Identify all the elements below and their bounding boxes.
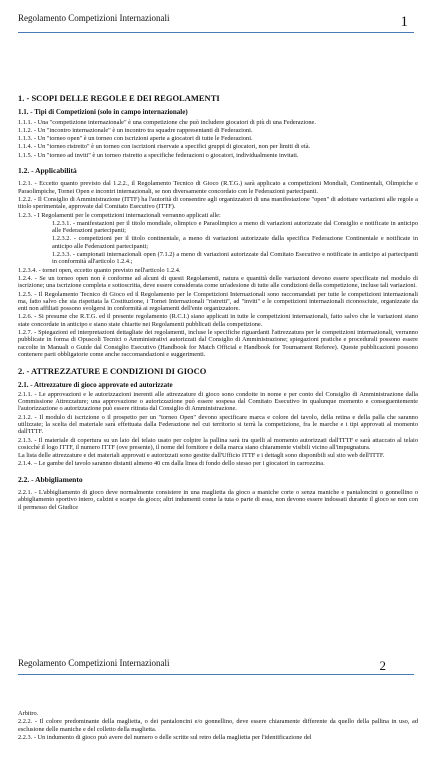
sub-paragraph: 1.2.3.1. - manifestazioni per il titolo mondiale, olimpico e Paraolimpico a meno di variazioni autorizzate dal Consiglio e notificate in anticipo alle Federazioni partecipanti; [52,219,418,235]
paragraph: 1.2.3. - I Regolamenti per le competizioni internazionali verranno applicati alle: [18,211,221,219]
page-header [18,10,414,33]
page-header [18,654,414,675]
document-page-2 [0,650,432,768]
paragraph: 1.1.5. - Un "torneo ad inviti" è un torneo ristretto a specifiche federazioni o giocatori, individualmente invitati. [18,151,299,159]
page-number: 2 [379,658,386,673]
page-body [18,710,418,742]
subsection-1-2-title: 1.2. - Applicabilità [18,166,77,176]
sub-paragraph: 1.2.3.2. - competizioni per il titolo continentale, a meno di variazioni autorizzate dalla specifica Federazione Continentale e notificate in anticipo alle Federazioni partecipanti; [52,235,418,250]
paragraph: 2.2.2. - Il colore predominante della maglietta, o dei pantaloncini e/o gonnellino, deve essere chiaramente differente da quello della pallina in uso, ad esclusione delle maniche e del colletto della maglietta. [18,718,418,733]
paragraph: 1.2.6. - Si presume che R.T.G. ed il presente regolamento (R.C.I.) siano applicati in tutte le competizioni internazionali, fatto salvo che le variazioni siano state concordate in anticipo e siano state chiarite nei Regolamenti pubblicati della competizione. [18,313,418,328]
section-1-title: 1. - SCOPI DELLE REGOLE E DEI REGOLAMENTI [18,93,220,103]
paragraph: 1.2.7. - Spiegazioni ed interpretazioni dettagliate dei regolamenti, incluse le specifiche riguardanti l'attrezzatura per le competizioni internazionali, verranno pubblicate in forma di Opuscoli Tecnici o Amministrativi autorizzati dal Consiglio di Amministrazione; spiegazioni pratiche e procedurali possono essere raccolte in Manuali o Guide dal Consiglio Esecutivo (Handbook for Match Official e Handbook for Tournament Referee). Queste pubblicazioni possono contenere parti obbligatorie come anche raccomandazioni e suggerimenti. [18,329,418,358]
paragraph: 2.2.3. - Un indumento di gioco può avere del numero o delle scritte sul retro della maglietta per l'identificazione del [18,733,312,741]
paragraph: 1.2.5. - Il Regolamento Tecnico di Gioco ed il Regolamento per le Competizioni Internazionali sono raccomandati per tutte le competizioni internazionali ma, fatto salvo che sia rispettata la Costituzione, i Tornei Internazionali "ristretti", ad "inviti" e le competizioni internazionali riconosciute, organizzate da enti non affiliati possono svolgersi in conformità ai regolamenti dell'ente organizzatore. [18,290,418,313]
paragraph: 1.1.2. - Un "incontro internazionale" è un incontro tra squadre rappresentanti di Federazioni. [18,126,253,134]
paragraph: 1.2.1. - Eccetto quanto previsto dal 1.2.2., il Regolamento Tecnico di Gioco (R.T.G.) sarà applicato a competizioni Mondiali, Continentali, Olimpiche e Paraolimpiche, Tornei Open e incontri internazionali, se non diversamente concordato con le Federazioni partecipanti. [18,180,418,195]
paragraph: La lista delle attrezzature e dei materiali approvati e autorizzati sono gestite dall'Ufficio ITTF e i dettagli sono disponibili sul sito web dell'ITTF. [18,452,385,460]
paragraph: 1.1.4. - Un "torneo ristretto" è un torneo con iscrizioni riservate a specifici gruppi di giocatori, non per limiti di età. [18,143,311,151]
page-body [18,95,418,512]
paragraph: 2.1.4. – Le gambe del tavolo saranno distanti almeno 40 cm dalla linea di fondo dello stesso per i giocatori in carrozzina. [18,460,325,468]
sub-paragraph: 1.2.3.3. - campionati internazionali open (7.1.2) a meno di variazioni autorizzate dal Comitato Esecutivo e notificate in anticipo ai partecipanti in conformità all'articolo 1.2.4.; [52,251,418,266]
paragraph: Arbitro. [18,710,39,717]
header-title: Regolamento Competizioni Internazionali [18,658,170,668]
paragraph: 1.2.4. - Se un torneo open non è conforme ad alcuni di questi Regolamenti, natura e quantità delle variazioni devono essere specificate nel modulo di iscrizione; una iscrizione completa e sottoscritta, deve essere considerata come un'adesione di tutte alle condizioni della competizione, incluse tali variazioni. [18,274,418,290]
page-number: 1 [400,14,408,30]
paragraph: 1.1.3. - Un "torneo open" è un torneo con iscrizioni aperte a giocatori di tutte le Federazioni. [18,135,253,143]
subsection-2-1-title: 2.1. - Attrezzature di gioco approvate ed autorizzate [18,380,173,389]
paragraph: 2.1.3. - Il materiale di copertura su un lato del telaio usato per colpire la pallina sarà tra quelli al momento autorizzati dall'ITTF e sarà attaccato al telaio cosicché il logo ITTF, il numero ITTF (ove presente), il nome del fornitore e della marca siano chiaramente visibili vicino all'impugnatura. [18,436,418,451]
paragraph: 2.1.1. - Le approvazioni e le autorizzazioni inerenti alle attrezzature di gioco sono condotte in nome e per conto del Consiglio di Amministrazione dalla Commissione Attrezzature; una approvazione o autorizzazione può essere sospesa dal Comitato Esecutivo in qualunque momento e conseguentemente l'autorizzazione o autorizzazione può essere ritirata dal Consiglio di Amministrazione. [18,390,418,413]
paragraph: 1.2.2. - Il Consiglio di Amministrazione (ITTF) ha l'autorità di consentire agli organizzatori di una manifestazione "open" di adottare variazioni alle regole a titolo sperimentale, approvate dal Comitato Esecutivo (ITTF). [18,195,418,211]
subsection-1-1-title: 1.1. - Tipi di Competizioni (solo in campo internazionale) [18,108,188,117]
paragraph: 1.1.1. - Una "competizione internazionale" è una competizione che può includere giocatori di più di una Federazione. [18,118,316,126]
section-2-title: 2. - ATTREZZATURE E CONDIZIONI DI GIOCO [18,366,207,377]
paragraph: 1.2.3.4. - tornei open, eccetto quanto previsto nell'articolo 1.2.4. [18,266,181,274]
paragraph: 2.2.1. - L'abbigliamento di gioco deve normalmente consistere in una maglietta da gioco a maniche corte o senza maniche e pantaloncini o gonnellino o abbigliamento sportivo intero, calzini e scarpe da gioco; altri indumenti come la tuta o parte di essa, non devono essere indossati durante il gioco se non con il permesso del Giudice [18,489,418,511]
subsection-2-2-title: 2.2. - Abbigliamento [18,474,83,484]
paragraph: 2.1.2. - Il modulo di iscrizione o il prospetto per un "torneo Open" devono specificare marca e colore del tavolo, della retina e della palla che saranno utilizzate; la scelta del materiale sarà effettuata dalla Federazione nel cui territorio si terrà la competizione, fra le marche e i tipi approvati al momento dall'ITTF. [18,413,418,436]
header-title: Regolamento Competizioni Internazionali [18,13,170,23]
